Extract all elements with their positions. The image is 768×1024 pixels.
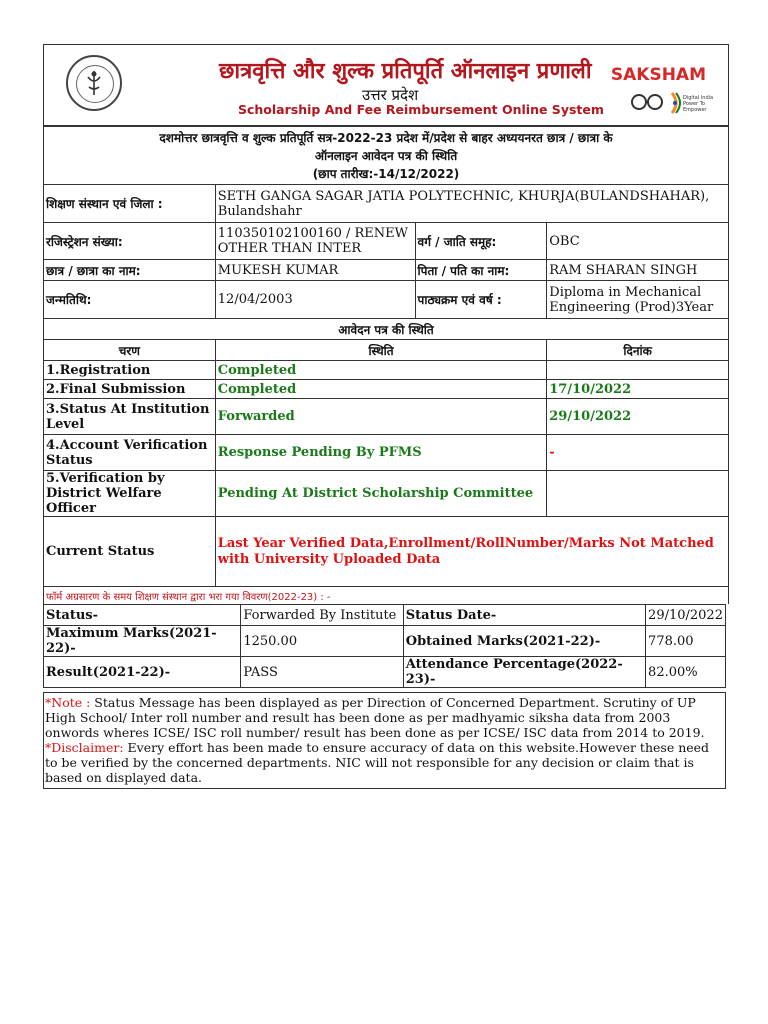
portal-title-english: Scholarship And Fee Reimbursement Online System <box>238 102 604 117</box>
up-government-emblem-icon <box>66 55 122 111</box>
col-stage-header: चरण <box>44 340 216 361</box>
stage-cell: 1.Registration <box>44 361 216 380</box>
table-row <box>44 361 729 380</box>
obtained-marks-label: Obtained Marks(2021-22)- <box>403 626 645 657</box>
portal-title-hindi: छात्रवृत्ति और शुल्क प्रतिपूर्ति ऑनलाइन प्रणाली <box>219 59 592 84</box>
form-status-value: Forwarded By Institute <box>241 605 403 626</box>
institution-form-note: फॉर्म अग्रसारण के समय शिक्षण संस्थान द्वारा भरा गया विवरण(2022-23) : - <box>43 587 729 604</box>
stage-cell: 4.Account Verification Status <box>44 435 216 471</box>
stage-cell: 2.Final Submission <box>44 380 216 399</box>
dob-label: जन्मतिथि: <box>44 281 216 319</box>
course-value: Diploma in Mechanical Engineering (Prod)3Year <box>547 281 729 319</box>
disclaimer-text: Every effort has been made to ensure accuracy of data on this website.However these need to be verified by the concerned departments. NIC will not responsible for any decision or claim that is based on displayed data. <box>45 740 710 785</box>
stage-cell: 3.Status At Institution Level <box>44 399 216 435</box>
registration-value: 110350102100160 / RENEW OTHER THAN INTER <box>215 223 415 260</box>
institution-label: शिक्षण संस्थान एवं जिला : <box>44 185 216 223</box>
table-row <box>44 471 729 517</box>
status-date-label: Status Date- <box>403 605 645 626</box>
attendance-value: 82.00% <box>646 657 726 688</box>
father-name-label: पिता / पति का नाम: <box>415 260 547 281</box>
status-sheet <box>43 44 733 789</box>
footer-note <box>43 692 726 789</box>
status-date-value: 29/10/2022 <box>646 605 726 626</box>
result-value: PASS <box>241 657 403 688</box>
digital-india-label: Digital India Power To Empower <box>683 95 714 113</box>
state-name: उत्तर प्रदेश <box>362 86 419 104</box>
col-status-header: स्थिति <box>215 340 546 361</box>
max-marks-label: Maximum Marks(2021-22)- <box>44 626 241 657</box>
max-marks-value: 1250.00 <box>241 626 403 657</box>
table-row <box>44 380 729 399</box>
father-name-value: RAM SHARAN SINGH <box>547 260 729 281</box>
date-cell <box>547 361 729 380</box>
stage-cell: 5.Verification by District Welfare Officer <box>44 471 216 517</box>
category-label: वर्ग / जाति समूह: <box>415 223 547 260</box>
status-cell: Completed <box>215 380 546 399</box>
application-status-table <box>43 126 729 587</box>
institution-form-table <box>43 604 726 688</box>
form-status-label: Status- <box>44 605 241 626</box>
student-name-label: छात्र / छात्रा का नाम: <box>44 260 216 281</box>
status-cell: Pending At District Scholarship Committee <box>215 471 546 517</box>
table-row <box>44 399 729 435</box>
obtained-marks-value: 778.00 <box>646 626 726 657</box>
attendance-label: Attendance Percentage(2022-23)- <box>403 657 645 688</box>
status-cell: Response Pending By PFMS <box>215 435 546 471</box>
dob-value: 12/04/2003 <box>215 281 415 319</box>
date-cell <box>547 471 729 517</box>
header-banner <box>43 44 729 126</box>
current-status-value: Last Year Verified Data,Enrollment/RollNumber/Marks Not Matched with University Uploaded Data <box>215 517 728 587</box>
registration-label: रजिस्ट्रेशन संख्या: <box>44 223 216 260</box>
institution-value: SETH GANGA SAGAR JATIA POLYTECHNIC, KHURJA(BULANDSHAHAR), Bulandshahr <box>215 185 728 223</box>
status-section-heading: आवेदन पत्र की स्थिति <box>44 319 729 340</box>
status-cell: Completed <box>215 361 546 380</box>
course-label: पाठ्यक्रम एवं वर्ष : <box>415 281 547 319</box>
col-date-header: दिनांक <box>547 340 729 361</box>
swachh-bharat-glasses-icon <box>630 91 664 111</box>
date-cell: 17/10/2022 <box>547 380 729 399</box>
saksham-brand: SAKSHAM <box>610 65 706 85</box>
student-name-value: MUKESH KUMAR <box>215 260 415 281</box>
date-cell: - <box>547 435 729 471</box>
result-label: Result(2021-22)- <box>44 657 241 688</box>
status-cell: Forwarded <box>215 399 546 435</box>
form-heading: दशमोत्तर छात्रवृत्ति व शुल्क प्रतिपूर्ति सत्र-2022-23 प्रदेश में/प्रदेश से बाहर अध्ययनरत छात्र / छात्रा के ऑनलाइन आवेदन पत्र की स्थिति (छाप तारीख:-14/12/2022) <box>44 127 729 185</box>
category-value: OBC <box>547 223 729 260</box>
note-text: Status Message has been displayed as per Direction of Concerned Department. Scrutiny of UP High School/ Inter roll number and result has been done as per madhyamic siksha data from 2003 onwords wheres ICSE/ ISC roll number/ result has been done as per ICSE/ ISC data from 2014 to 2019. <box>45 695 705 740</box>
note-label: *Note : <box>45 695 91 710</box>
date-cell: 29/10/2022 <box>547 399 729 435</box>
current-status-label: Current Status <box>44 517 216 587</box>
table-row <box>44 435 729 471</box>
current-status-row <box>44 517 729 587</box>
disclaimer-label: *Disclaimer: <box>45 740 124 755</box>
